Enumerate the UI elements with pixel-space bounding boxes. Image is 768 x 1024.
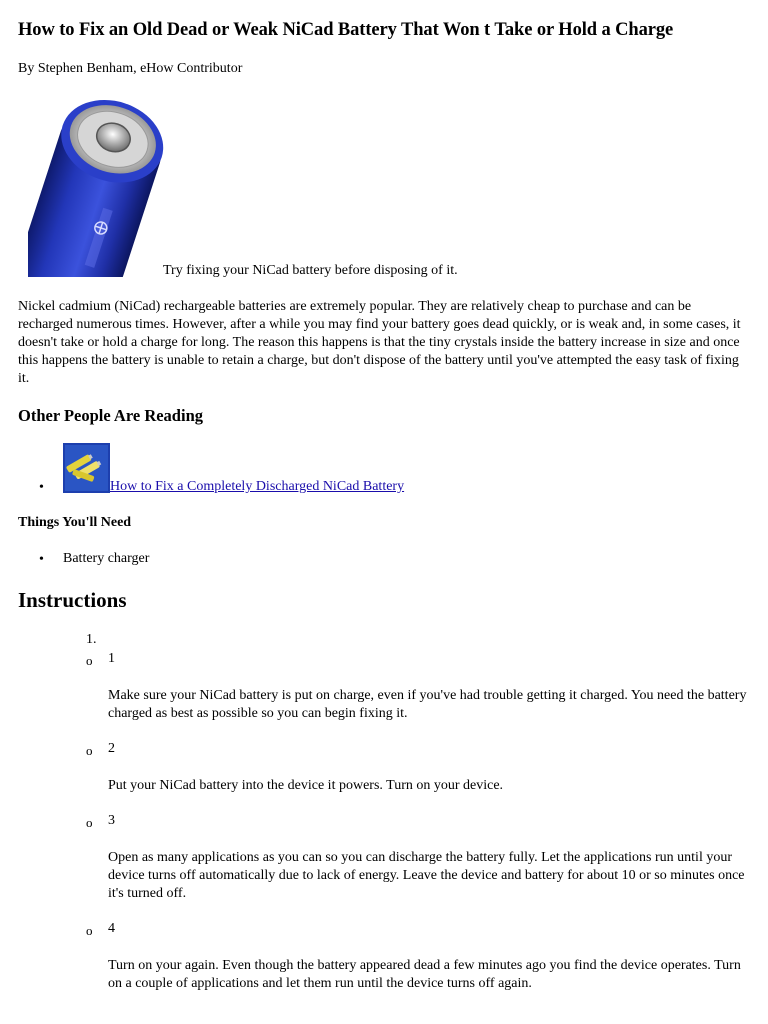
things-needed-item: Battery charger [63, 551, 150, 566]
list-bullet: • [39, 552, 44, 567]
other-reading-heading: Other People Are Reading [18, 406, 203, 425]
step-number: 2 [108, 741, 115, 756]
related-article-link[interactable]: How to Fix a Completely Discharged NiCad Battery [110, 479, 405, 494]
step-text: Make sure your NiCad battery is put on charge, even if you've had trouble getting it charged. You need the battery charged as best as possible so you can begin fixing it. [108, 688, 747, 721]
article-byline: By Stephen Benham, eHow Contributor [18, 61, 243, 76]
step-marker: o [86, 815, 93, 830]
step-marker: o [86, 743, 93, 758]
step-number: 4 [108, 921, 115, 936]
step-marker: o [86, 923, 93, 938]
step-text: Turn on your again. Even though the battery appeared dead a few minutes ago you find the device operates. Turn on a couple of applications and let them run until the device turns off again. [108, 958, 741, 991]
step-marker: o [86, 653, 93, 668]
step-text: Open as many applications as you can so you can discharge the battery fully. Let the applications run until your device turns off automatically due to lack of energy. Leave the device and battery for about 10 or so minutes once it's turned off. [108, 850, 745, 901]
nicad-battery-photo [28, 95, 166, 277]
article-intro: Nickel cadmium (NiCad) rechargeable batteries are extremely popular. They are relatively cheap to purchase and can be recharged numerous times. However, after a while you may find your battery goes dead quickly, or is weak and, in some cases, it doesn't take or hold a charge for long. The reason this happens is that the tiny crystals inside the battery increase in size and once this happens the battery is unable to retain a charge, but don't dispose of the battery until you've attempted the easy task of fixing it. [18, 299, 741, 386]
step-text: Put your NiCad battery into the device it powers. Turn on your device. [108, 778, 504, 793]
step-number: 3 [108, 813, 115, 828]
step-number: 1 [108, 651, 115, 666]
hero-caption: Try fixing your NiCad battery before disposing of it. [163, 263, 458, 278]
article-title: How to Fix an Old Dead or Weak NiCad Battery That Won t Take or Hold a Charge [18, 20, 674, 40]
yellow-batteries-thumbnail[interactable] [63, 443, 110, 493]
things-needed-heading: Things You'll Need [18, 515, 132, 530]
instructions-heading: Instructions [18, 588, 127, 612]
outer-list-number: 1. [86, 632, 97, 647]
list-bullet: • [39, 480, 44, 495]
